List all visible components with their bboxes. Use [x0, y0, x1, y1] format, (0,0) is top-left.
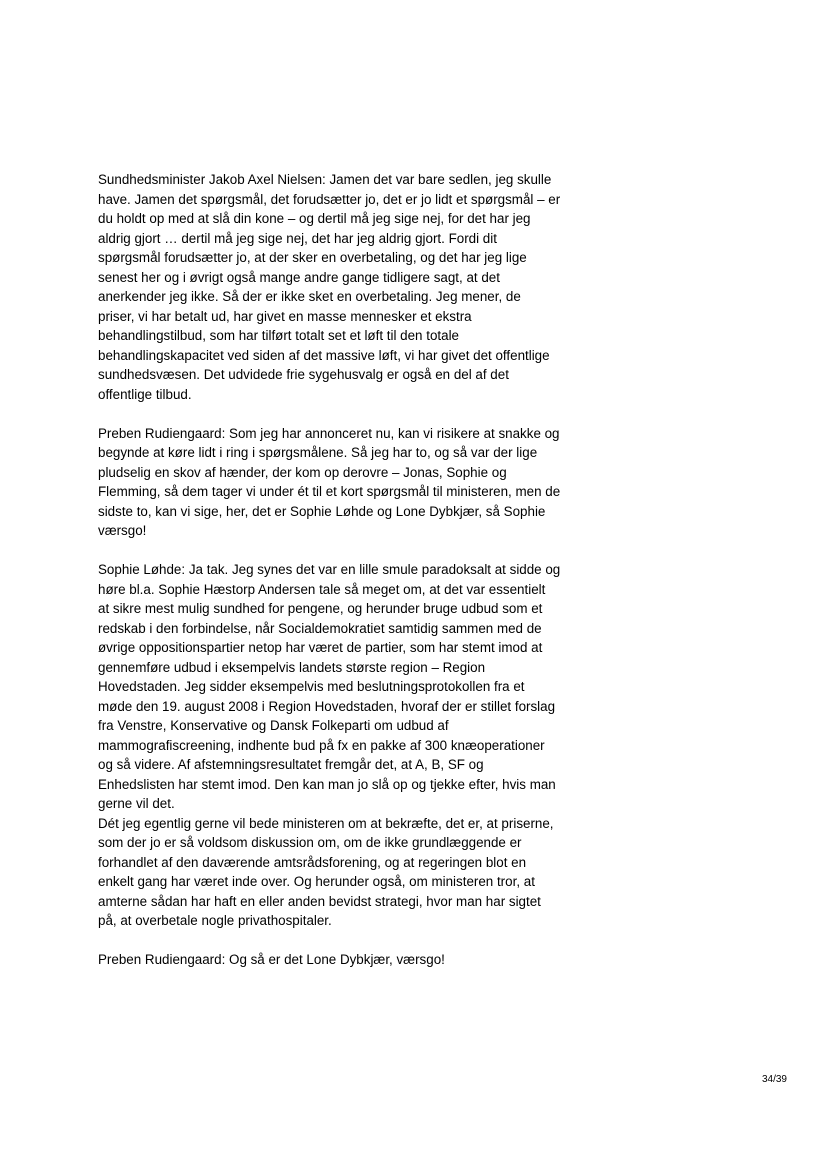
text-line: på, at overbetale nogle privathospitaler.: [98, 913, 332, 928]
text-line: Sundhedsminister Jakob Axel Nielsen: Jamen det var bare sedlen, jeg skulle: [98, 172, 552, 187]
paragraph-gap: [98, 931, 598, 951]
text-line: at sikre mest mulig sundhed for pengene, og herunder bruge udbud som et: [98, 601, 543, 616]
text-line: gerne vil det.: [98, 796, 175, 811]
paragraph-minister: [98, 170, 598, 404]
text-line: sidste to, kan vi sige, her, det er Sophie Løhde og Lone Dybkjær, så Sophie: [98, 503, 546, 519]
text-line: offentlige tilbud.: [98, 386, 192, 402]
paragraph-gap: [98, 541, 598, 561]
paragraph-chair-2: [98, 950, 598, 970]
text-line: Flemming, så dem tager vi under ét til et kort spørgsmål til ministeren, men de: [98, 484, 561, 499]
text-line: Enhedslisten har stemt imod. Den kan man jo slå op og tjekke efter, hvis man: [98, 776, 556, 792]
text-line: møde den 19. august 2008 i Region Hovedstaden, hvoraf der er stillet forslag: [98, 698, 556, 714]
text-line: behandlingskapacitet ved siden af det massive løft, vi har givet det offentlige: [98, 347, 550, 363]
paragraph-gap: [98, 404, 598, 424]
text-line: værsgo!: [98, 523, 147, 538]
text-line: amterne sådan har haft en eller anden bevidst strategi, hvor man har sigtet: [98, 893, 541, 909]
text-line: du holdt op med at slå din kone – og dertil må jeg sige nej, for det har jeg: [98, 211, 531, 226]
text-line: Sophie Løhde: Ja tak. Jeg synes det var en lille smule paradoksalt at sidde og: [98, 562, 561, 577]
text-line: mammografiscreening, indhente bud på fx en pakke af 300 knæoperationer: [98, 737, 545, 753]
paragraph-sophie: [98, 560, 598, 931]
text-line: og så videre. Af afstemningsresultatet fremgår det, at A, B, SF og: [98, 757, 484, 772]
text-line: pludselig en skov af hænder, der kom op derovre – Jonas, Sophie og: [98, 464, 507, 480]
text-line: senest her og i øvrigt også mange andre gange tidligere sagt, at det: [98, 269, 500, 285]
text-line: behandlingstilbud, som har tilført totalt set et løft til den totale: [98, 328, 459, 343]
text-line: priser, vi har betalt ud, har givet en masse mennesker et ekstra: [98, 308, 472, 324]
text-line: spørgsmål forudsætter jo, at der sker en overbetaling, og det har jeg lige: [98, 250, 527, 265]
text-line: Dét jeg egentlig gerne vil bede ministeren om at bekræfte, det er, at priserne,: [98, 815, 554, 831]
text-line: som der jo er så voldsom diskussion om, om de ikke grundlæggende er: [98, 835, 522, 850]
text-line: have. Jamen det spørgsmål, det forudsætter jo, det er jo lidt et spørgsmål – er: [98, 191, 561, 207]
document-body: [98, 170, 598, 970]
text-line: gennemføre udbud i eksempelvis landets største region – Region: [98, 659, 486, 675]
text-line: anerkender jeg ikke. Så der er ikke sket en overbetaling. Jeg mener, de: [98, 289, 521, 304]
text-line: aldrig gjort … dertil må jeg sige nej, det har jeg aldrig gjort. Fordi dit: [98, 230, 497, 246]
paragraph-chair-1: [98, 424, 598, 541]
text-line: begynde at køre lidt i ring i spørgsmålene. Så jeg har to, og så var der lige: [98, 445, 538, 460]
text-line: Preben Rudiengaard: Som jeg har annonceret nu, kan vi risikere at snakke og: [98, 425, 560, 441]
text-line: fra Venstre, Konservative og Dansk Folkeparti om udbud af: [98, 718, 449, 733]
text-line: høre bl.a. Sophie Hæstorp Andersen tale så meget om, at det var essentielt: [98, 581, 546, 597]
text-line: enkelt gang har været inde over. Og herunder også, om ministeren tror, at: [98, 874, 535, 889]
text-line: Hovedstaden. Jeg sidder eksempelvis med beslutningsprotokollen fra et: [98, 679, 525, 694]
text-line: forhandlet af den daværende amtsrådsforening, og at regeringen blot en: [98, 854, 527, 870]
text-line: Preben Rudiengaard: Og så er det Lone Dybkjær, værsgo!: [98, 952, 445, 967]
page-number: 34/39: [761, 1074, 787, 1085]
text-line: øvrige oppositionspartier netop har været de partier, som har stemt imod at: [98, 640, 543, 655]
text-line: sundhedsvæsen. Det udvidede frie sygehusvalg er også en del af det: [98, 367, 509, 382]
text-line: redskab i den forbindelse, når Socialdemokratiet samtidig sammen med de: [98, 620, 542, 636]
